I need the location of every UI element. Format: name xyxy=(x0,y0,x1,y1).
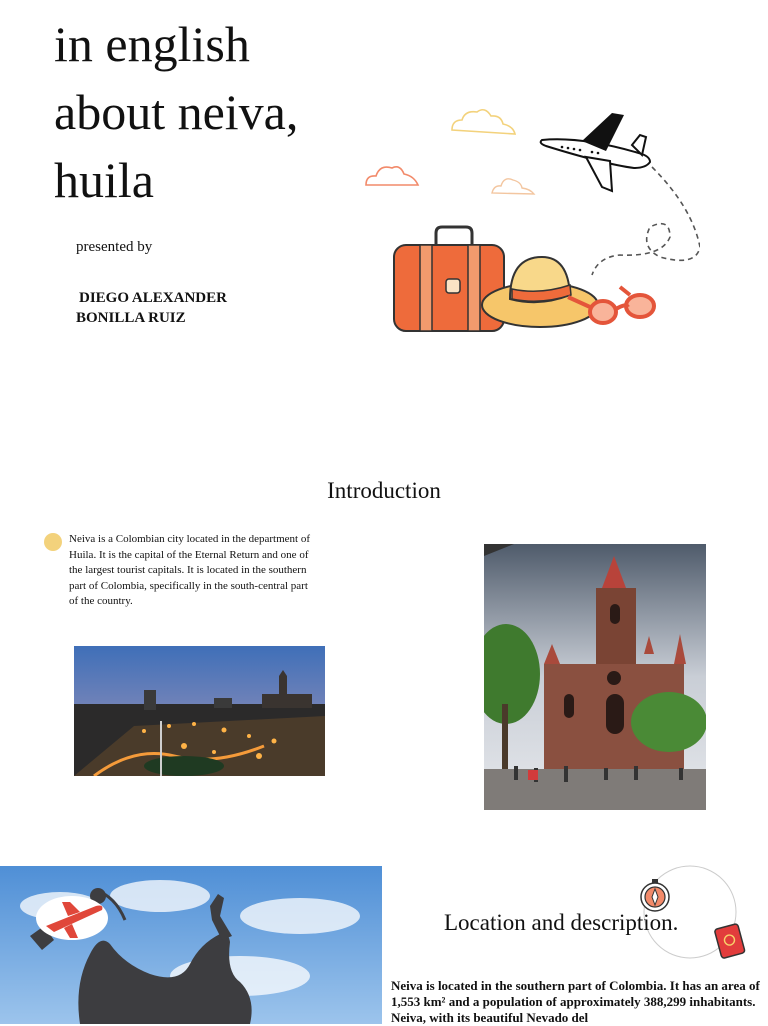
cloud-icon xyxy=(366,167,418,185)
author-name xyxy=(76,288,227,328)
cloud-icon xyxy=(492,179,534,194)
location-paragraph: Neiva is located in the southern part of Colombia. It has an area of 1,553 km² and a population of approximately 388,299 inhabitants. Neiva, with its beautiful Nevado del xyxy=(391,978,760,1025)
passport-icon xyxy=(714,923,745,958)
statue-photo xyxy=(0,866,382,1024)
location-heading: Location and description. xyxy=(444,910,679,935)
presented-by-label: presented by xyxy=(76,239,153,255)
travel-illustration xyxy=(360,95,700,340)
airplane-icon xyxy=(541,113,650,191)
title-line-1: in english xyxy=(54,16,250,72)
intro-paragraph: Neiva is a Colombian city located in the department of Huila. It is the capital of the Eternal Return and one of the largest tourist capitals. It is located in the southern part of Colombia, specifically in the south-central part of the country. xyxy=(69,533,311,607)
title-line-3: huila xyxy=(54,152,154,208)
title-line-2: about neiva, xyxy=(54,84,299,140)
cathedral-photo xyxy=(484,544,706,810)
compass-icon xyxy=(641,879,669,911)
intro-heading: Introduction xyxy=(327,478,441,503)
cloud-icon xyxy=(452,110,515,134)
airplane-sticker-icon xyxy=(36,896,108,940)
author-line-1: DIEGO ALEXANDER xyxy=(79,290,227,306)
author-line-2: BONILLA RUIZ xyxy=(76,310,186,326)
bullet-dot-icon xyxy=(44,533,62,551)
cover-title xyxy=(54,10,298,214)
neiva-night-photo xyxy=(74,646,325,776)
